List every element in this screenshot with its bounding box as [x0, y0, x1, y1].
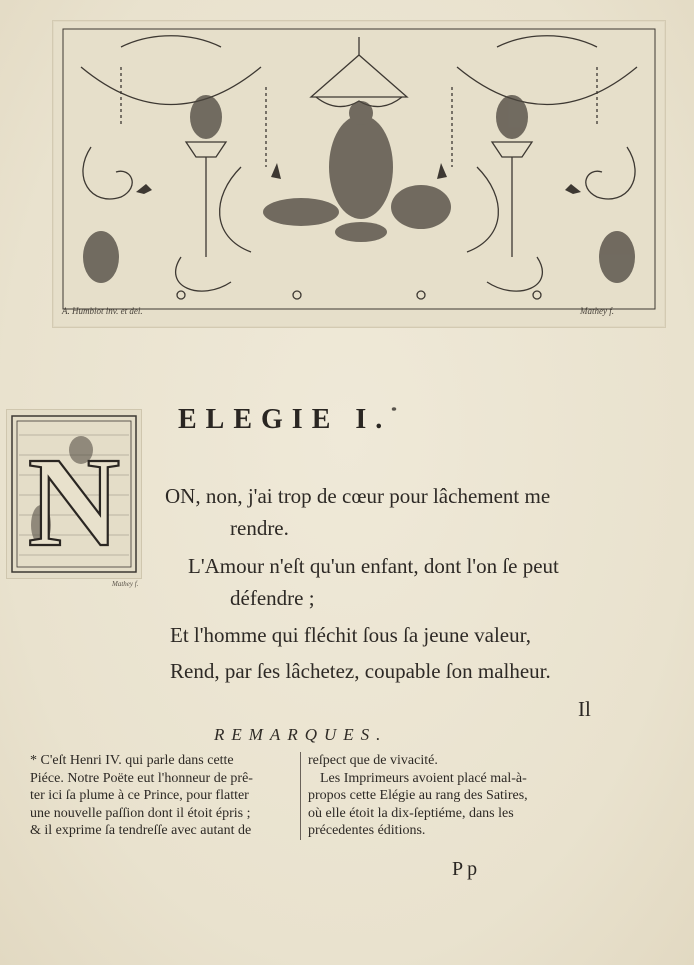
note-line: propos cette Elégie au rang des Satires,	[308, 788, 528, 803]
verse-line-1: ON, non, j'ai trop de cœur pour lâchement me	[165, 484, 551, 508]
note-line: reſpect que de vivacité.	[308, 753, 438, 768]
note-line: & il exprime ſa tendreſſe avec autant de	[30, 823, 252, 838]
poem-title	[178, 404, 397, 436]
title-footnote-mark: *	[391, 405, 397, 417]
note-column-right	[308, 752, 592, 840]
column-divider	[300, 752, 301, 840]
engraver-credit-right: Mathey f.	[580, 306, 614, 316]
verse-line-6: Rend, par ſes lâchetez, coupable ſon malheur.	[170, 659, 551, 683]
initial-letter: N	[27, 431, 121, 573]
signature-mark: Pp	[452, 858, 482, 880]
engraver-credit-left: A. Humblot inv. et del.	[62, 306, 143, 316]
note-column-left	[30, 752, 296, 840]
catchword: Il	[578, 697, 591, 721]
decorated-initial	[6, 409, 142, 579]
initial-credit: Mathey f.	[112, 580, 139, 588]
poem-title-text: ELEGIE I.	[178, 404, 392, 435]
note-line: précedentes éditions.	[308, 823, 426, 838]
initial-engraving	[11, 415, 137, 573]
verse-line-3: L'Amour n'eſt qu'un enfant, dont l'on ſe peut	[188, 554, 559, 578]
note-line: une nouvelle paſſion dont il étoit épris ;	[30, 805, 251, 821]
note-line: où elle étoit la dix-ſeptiéme, dans les	[308, 805, 514, 821]
remarques-heading: REMARQUES.	[214, 725, 388, 744]
note-line: * C'eſt Henri IV. qui parle dans cette	[30, 753, 234, 768]
verse-line-5: Et l'homme qui fléchit ſous ſa jeune valeur,	[170, 623, 532, 647]
note-line: Piéce. Notre Poëte eut l'honneur de prê-	[30, 770, 253, 786]
engraved-headpiece	[52, 20, 666, 328]
verse-line-2: rendre.	[230, 516, 289, 540]
verse-line-4: défendre ;	[230, 586, 315, 610]
note-line: Les Imprimeurs avoient placé mal-à-	[320, 770, 527, 786]
ornament-engraving	[61, 27, 657, 311]
note-line: ter ici ſa plume à ce Prince, pour flatter	[30, 788, 249, 803]
